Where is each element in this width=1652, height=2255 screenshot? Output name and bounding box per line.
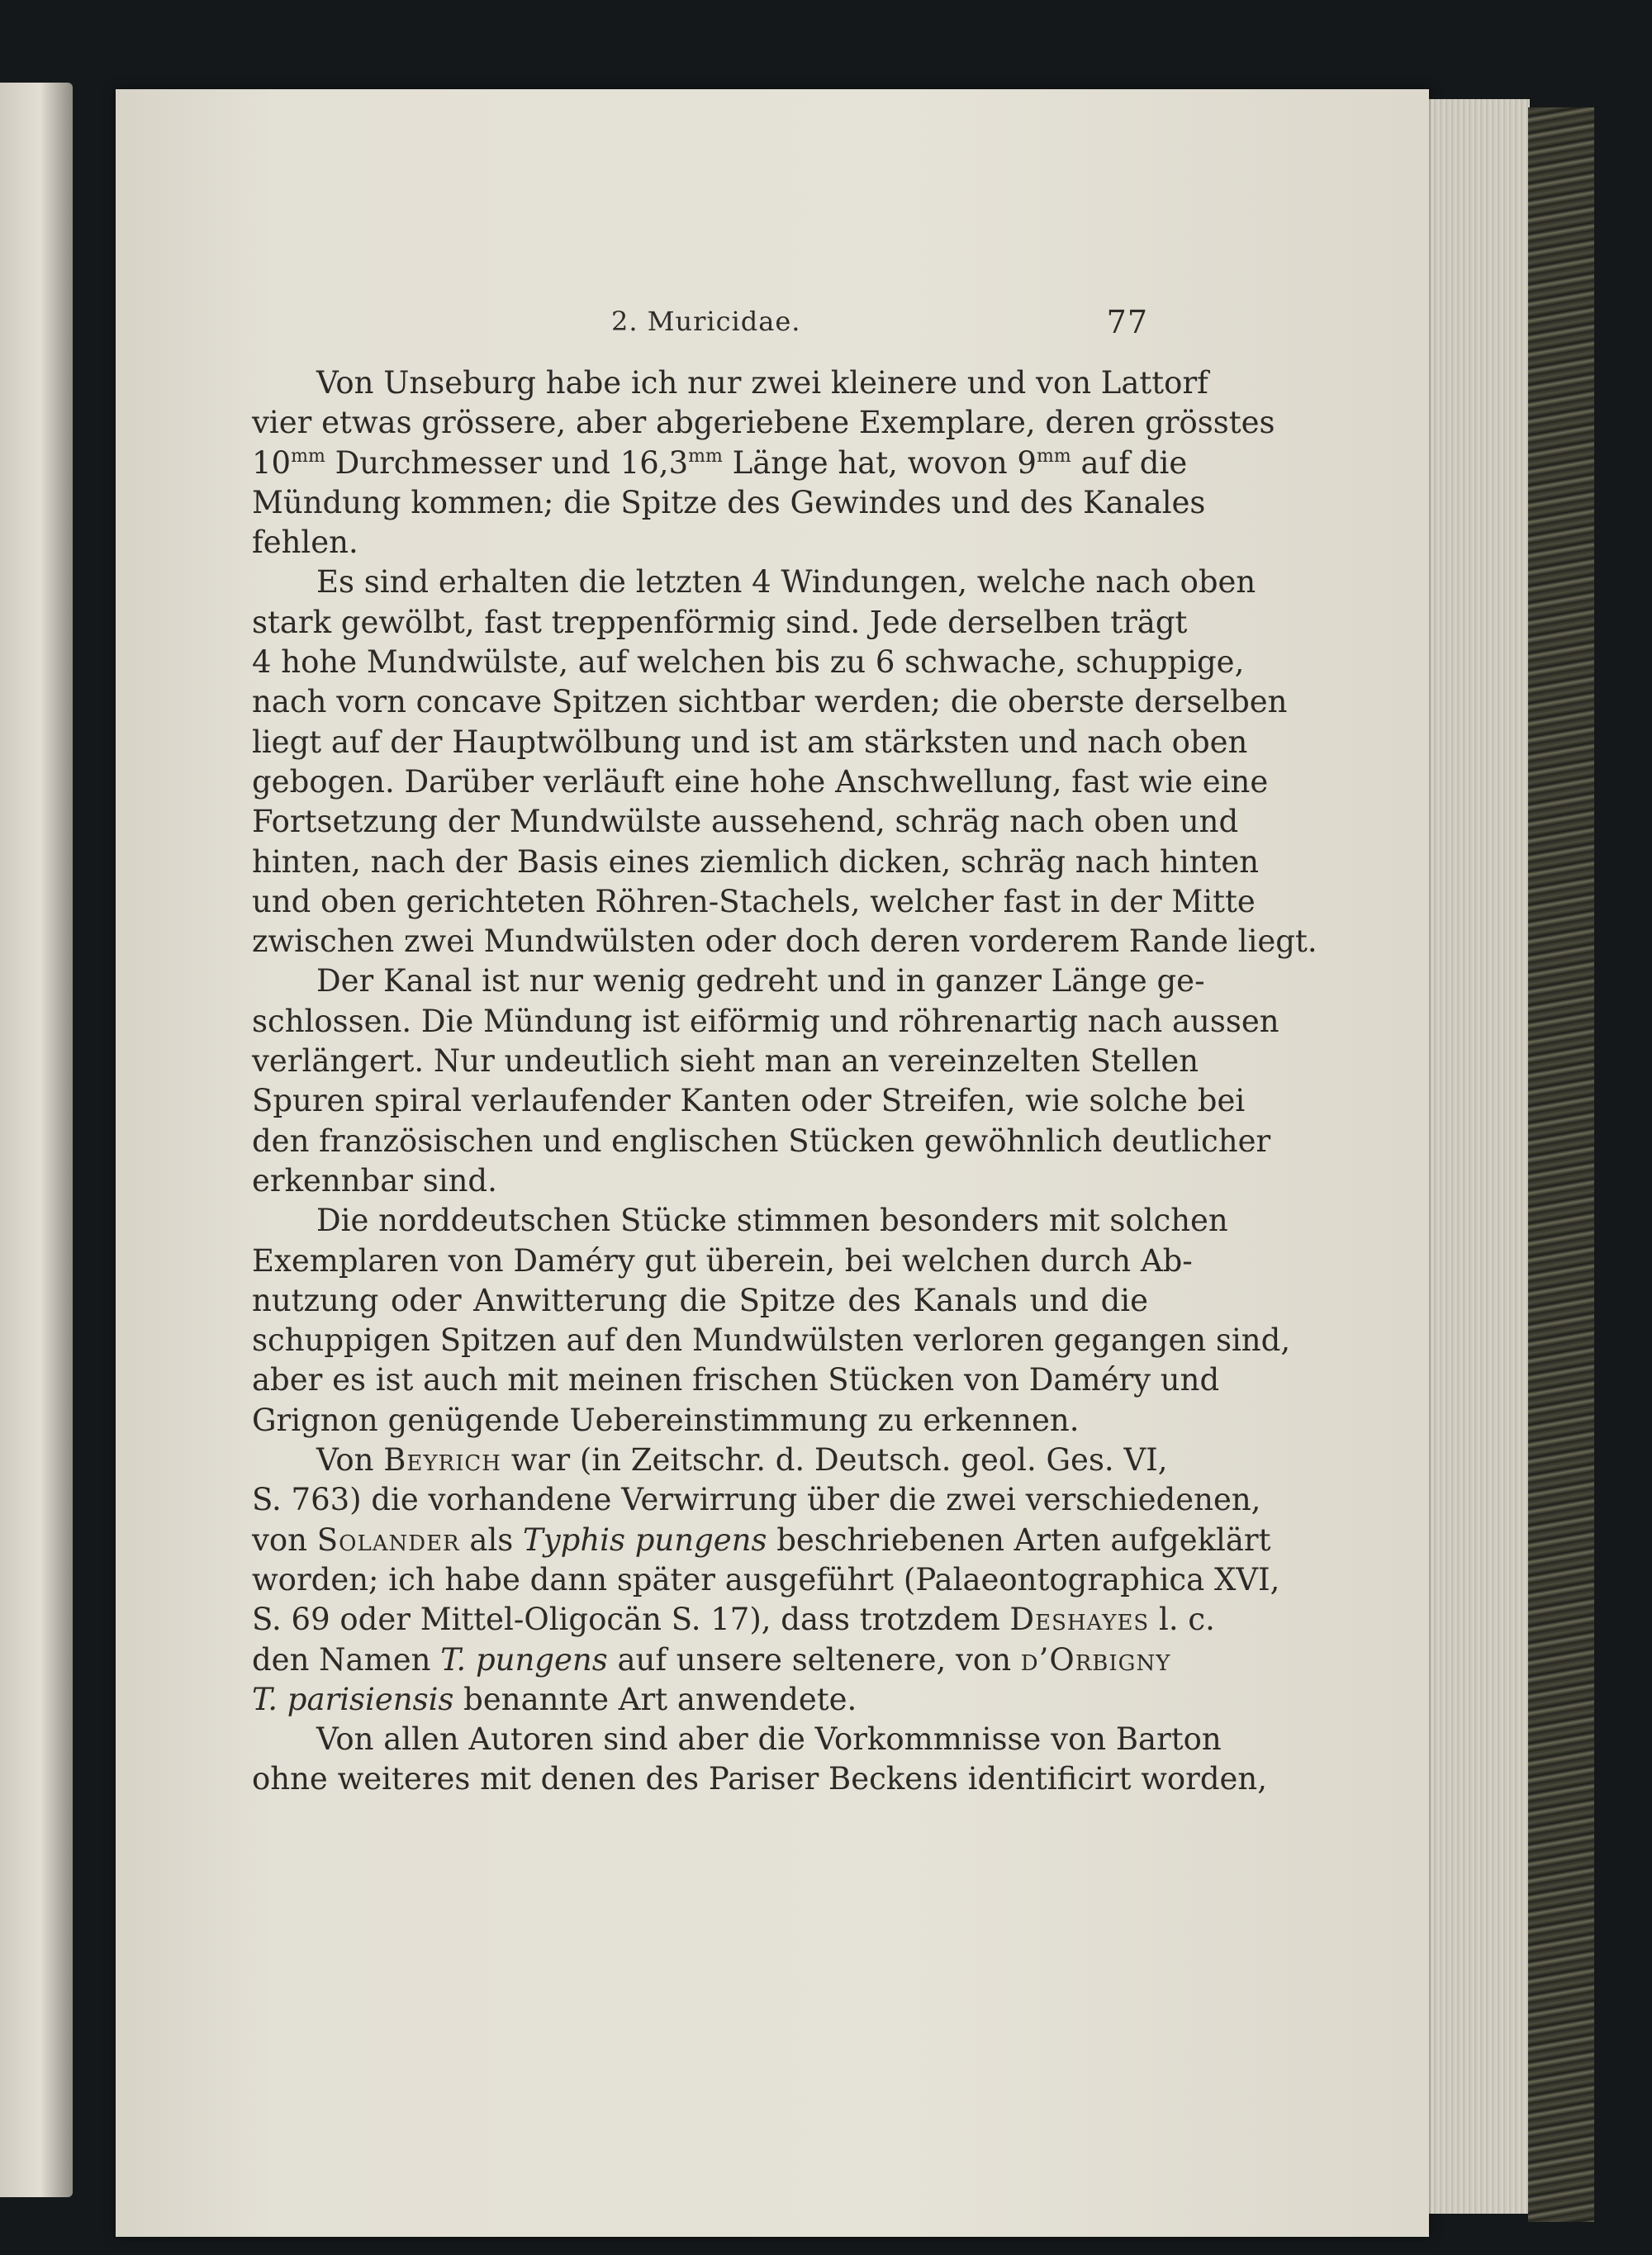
text-line: liegt auf der Hauptwölbung und ist am stärksten und nach oben xyxy=(252,724,1248,760)
text-line: schuppigen Spitzen auf den Mundwülsten verloren gegangen sind, xyxy=(252,1322,1291,1359)
page-stack-edges xyxy=(1429,99,1530,2214)
text-line: vier etwas grössere, aber abgeriebene Exemplare, deren grösstes xyxy=(252,405,1275,441)
text-line: fehlen. xyxy=(252,525,358,561)
text-line: worden; ich habe dann später ausgeführt (Palaeontographica XVI, xyxy=(252,1561,1280,1597)
text-line: Fortsetzung der Mundwülste aussehend, schräg nach oben und xyxy=(252,804,1239,840)
text-line: 4 hohe Mundwülste, auf welchen bis zu 6 schwache, schuppige, xyxy=(252,644,1245,681)
text-line: T. parisiensis benannte Art anwendete. xyxy=(252,1681,857,1717)
paragraph xyxy=(252,1441,1280,1720)
text-line: Spuren spiral verlaufender Kanten oder Streifen, wie solche bei xyxy=(252,1083,1246,1119)
text-line: verlängert. Nur undeutlich sieht man an vereinzelten Stellen xyxy=(252,1043,1199,1080)
text-line: aber es ist auch mit meinen frischen Stücken von Daméry und xyxy=(252,1362,1220,1398)
text-line: schlossen. Die Mündung ist eiförmig und röhrenartig nach aussen xyxy=(252,1003,1279,1039)
page-number: 77 xyxy=(1106,304,1148,340)
text-line: zwischen zwei Mundwülsten oder doch deren vorderem Rande liegt. xyxy=(252,923,1317,960)
text-line: den französischen und englischen Stücken gewöhnlich deutlicher xyxy=(252,1123,1271,1159)
body-text xyxy=(252,363,1317,1800)
text-line: nach vorn concave Spitzen sichtbar werden; die oberste derselben xyxy=(252,684,1288,720)
text-line: Von allen Autoren sind aber die Vorkommnisse von Barton xyxy=(316,1721,1222,1758)
paragraph xyxy=(252,1201,1291,1441)
text-line: ohne weiteres mit denen des Pariser Beckens identificirt worden, xyxy=(252,1761,1268,1797)
section-title: 2. Muricidae. xyxy=(611,306,801,337)
text-line: Von Beyrich war (in Zeitschr. d. Deutsch. geol. Ges. VI, xyxy=(316,1442,1168,1479)
text-line: den Namen T. pungens auf unsere seltenere, von d’Orbigny xyxy=(252,1641,1171,1678)
text-line: S. 763) die vorhandene Verwirrung über die zwei verschiedenen, xyxy=(252,1482,1261,1518)
text-line: S. 69 oder Mittel-Oligocän S. 17), dass trotzdem Deshayes xyxy=(252,1602,1150,1638)
text-line: Exemplaren von Daméry gut überein, bei welchen durch Ab- xyxy=(252,1242,1193,1279)
paragraph xyxy=(252,563,1317,961)
text-line: Die norddeutschen Stücke stimmen besonders mit solchen xyxy=(316,1203,1228,1239)
paragraph xyxy=(252,1720,1268,1800)
text-line: $10^{mm}$ Durchmesser und $16,3^{mm}$ Länge hat, wovon $9^{mm}$ auf die xyxy=(252,444,1188,481)
left-page-edge xyxy=(0,83,73,2197)
text-line: gebogen. Darüber verläuft eine hohe Anschwellung, fast wie eine xyxy=(252,763,1269,800)
paragraph xyxy=(252,961,1279,1201)
text-line: Es sind erhalten die letzten 4 Windungen, welche nach oben xyxy=(316,564,1256,601)
book-cover-edge xyxy=(1528,107,1594,2222)
text-line: Grignon genügende Uebereinstimmung zu erkennen. xyxy=(252,1402,1080,1438)
text-line: nutzung oder Anwitterung die Spitze des Kanals und die xyxy=(252,1282,1148,1318)
text-line: Von Unseburg habe ich nur zwei kleinere und von Lattorf xyxy=(316,365,1208,401)
text-line: von Solander als Typhis pungens beschriebenen Arten aufgeklärt xyxy=(252,1522,1271,1558)
text-line: und oben gerichteten Röhren-Stachels, welcher fast in der Mitte xyxy=(252,883,1256,919)
text-line: Mündung kommen; die Spitze des Gewindes und des Kanales xyxy=(252,484,1206,520)
text-line: stark gewölbt, fast treppenförmig sind. Jede derselben trägt xyxy=(252,604,1188,640)
paragraph xyxy=(252,363,1275,563)
text-line: erkennbar sind. xyxy=(252,1162,497,1199)
text-line: Der Kanal ist nur wenig gedreht und in ganzer Länge ge- xyxy=(316,963,1205,999)
text-line: hinten, nach der Basis eines ziemlich dicken, schräg nach hinten xyxy=(252,843,1260,880)
